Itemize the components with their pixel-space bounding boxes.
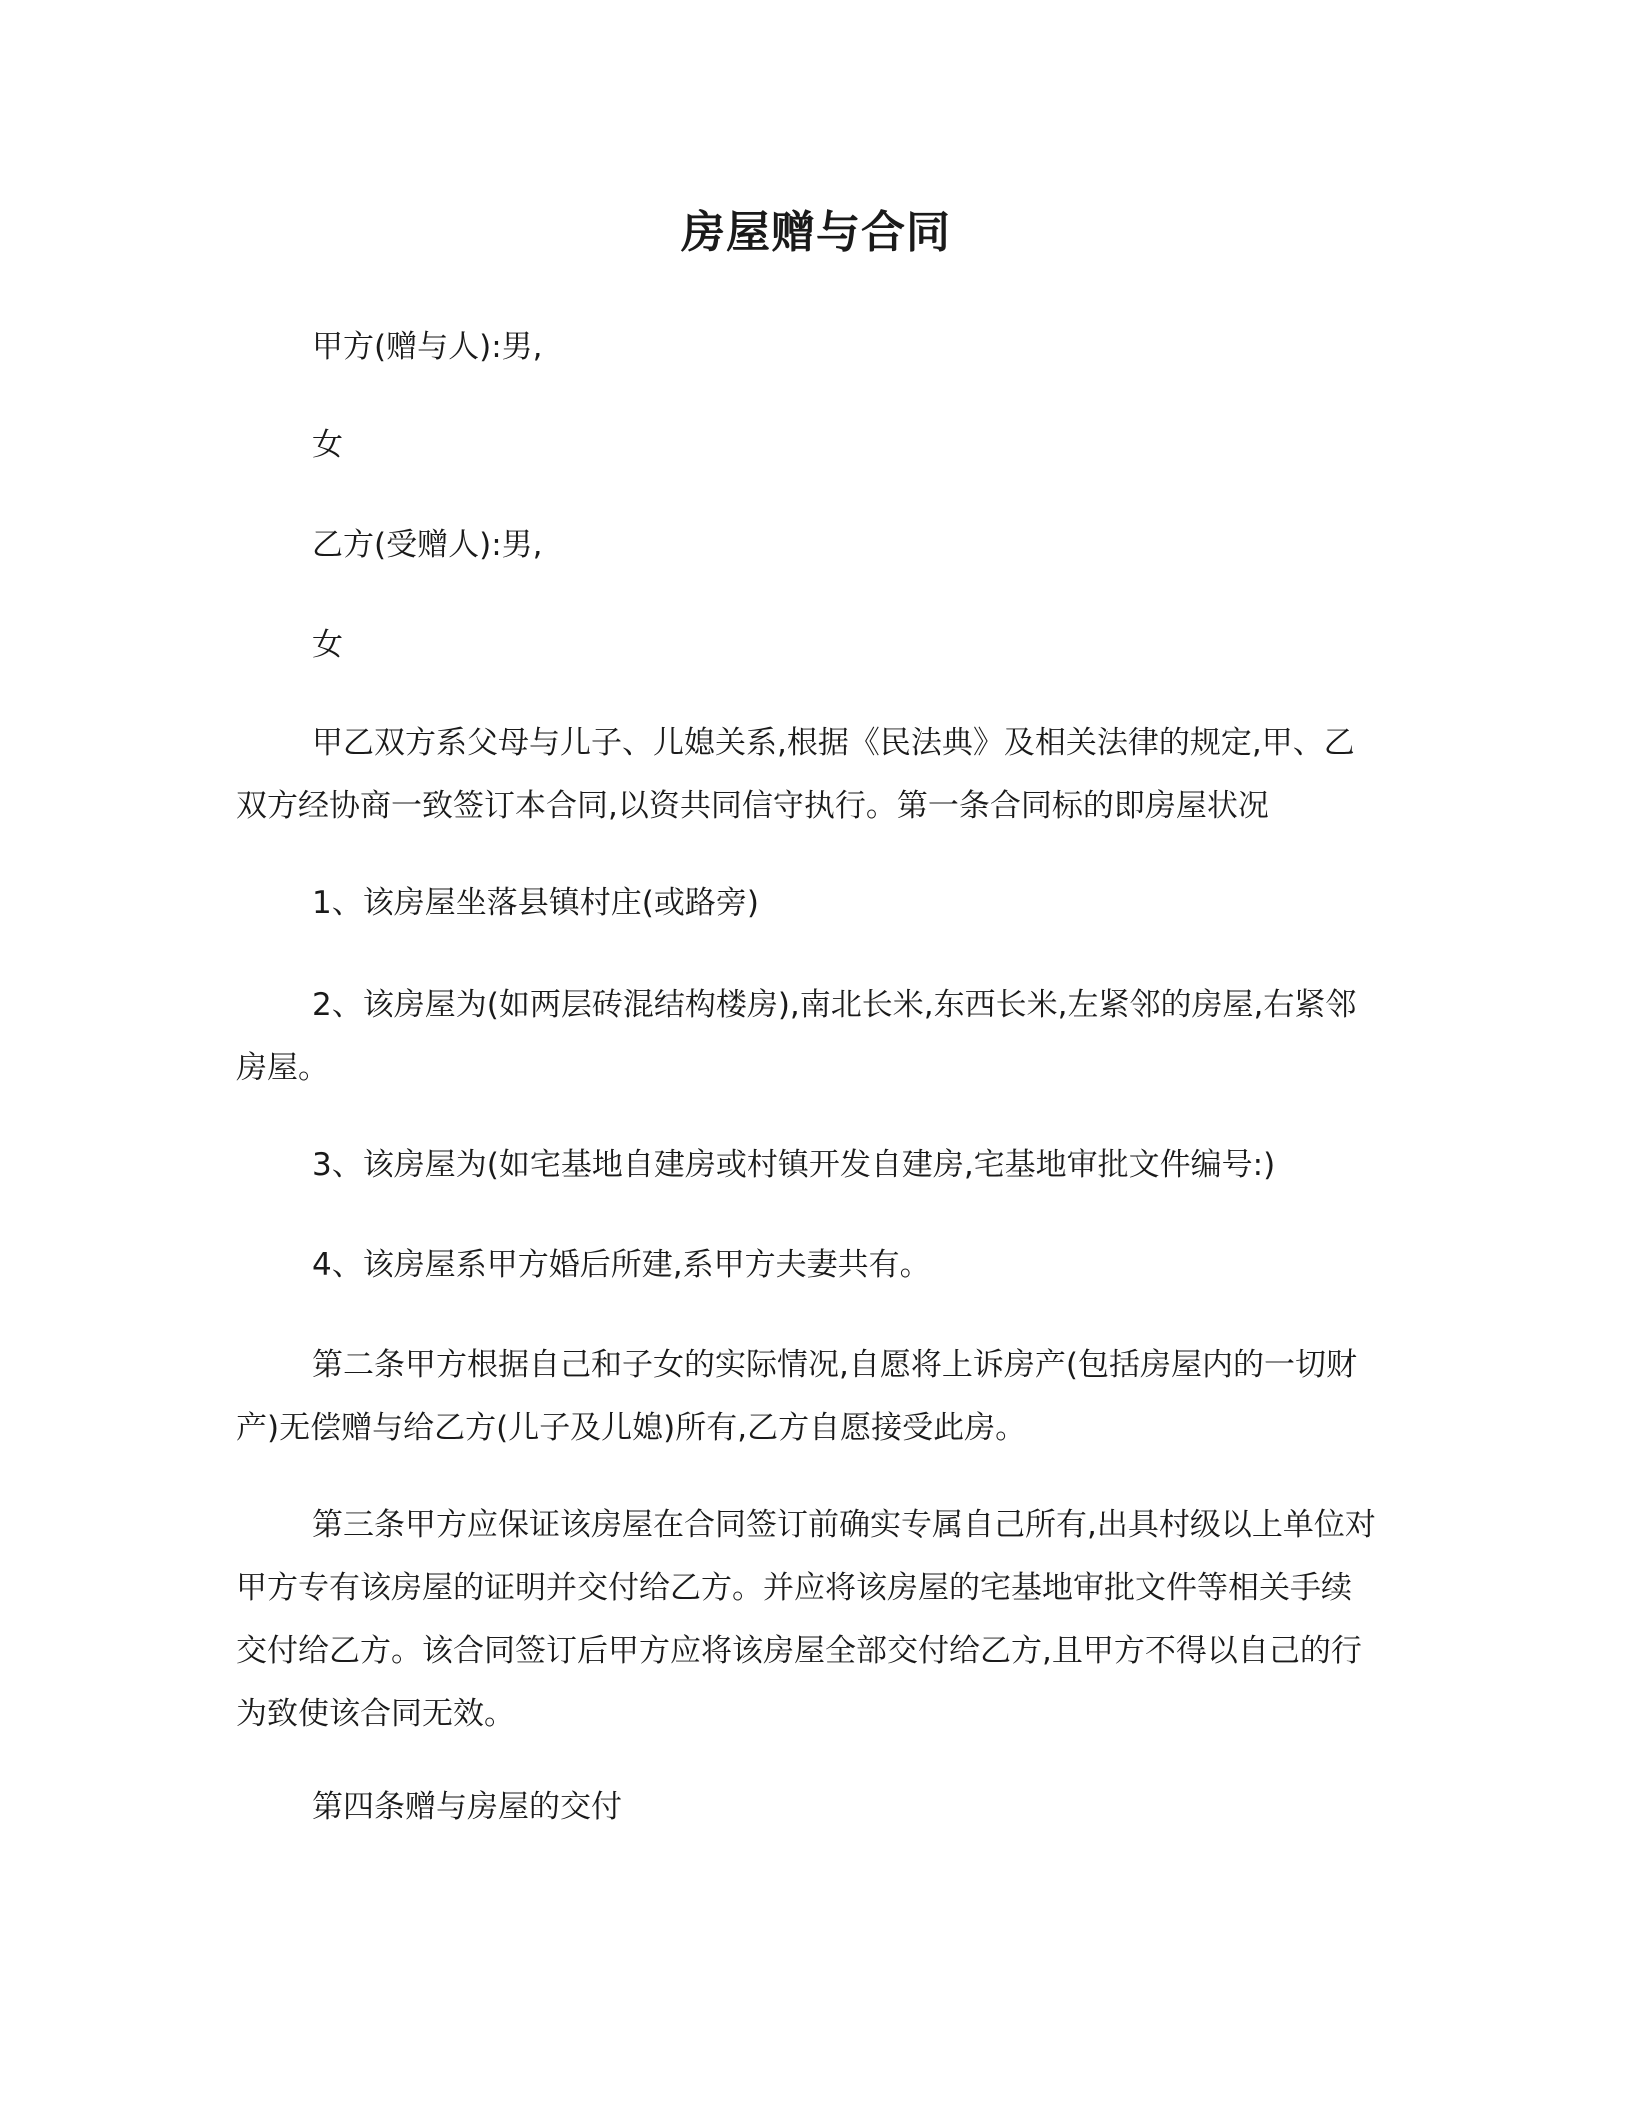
- clause-3-paragraph: 第三条甲方应保证该房屋在合同签订前确实专属自己所有,出具村级以上单位对甲方专有该房屋的证明并交付给乙方。并应将该房屋的宅基地审批文件等相关手续交付给乙方。该合同签订后甲方应将该房屋全部交付给乙方,且甲方不得以自己的行为致使该合同无效。: [236, 1507, 1376, 1732]
- party-b-female-line: 女: [312, 627, 343, 663]
- clause-1-item-3: 3、该房屋为(如宅基地自建房或村镇开发自建房,宅基地审批文件编号:): [312, 1147, 1276, 1183]
- clause-1-item-2: 2、该房屋为(如两层砖混结构楼房),南北长米,东西长米,左紧邻的房屋,右紧邻房屋。: [236, 987, 1357, 1086]
- party-a-female-line: 女: [312, 427, 343, 463]
- clause-1-item-4: 4、该房屋系甲方婚后所建,系甲方夫妻共有。: [312, 1247, 931, 1283]
- clause-1-item-1: 1、该房屋坐落县镇村庄(或路旁): [312, 885, 759, 921]
- party-b-line: 乙方(受赠人):男,: [312, 527, 543, 563]
- preamble-paragraph: 甲乙双方系父母与儿子、儿媳关系,根据《民法典》及相关法律的规定,甲、乙双方经协商一致签订本合同,以资共同信守执行。第一条合同标的即房屋状况: [236, 725, 1355, 824]
- clause-2-paragraph: 第二条甲方根据自己和子女的实际情况,自愿将上诉房产(包括房屋内的一切财产)无偿赠与给乙方(儿子及儿媳)所有,乙方自愿接受此房。: [236, 1347, 1357, 1446]
- party-a-line: 甲方(赠与人):男,: [312, 329, 543, 365]
- clause-4-heading: 第四条赠与房屋的交付: [312, 1789, 622, 1825]
- document-title: 房屋赠与合同: [681, 207, 951, 258]
